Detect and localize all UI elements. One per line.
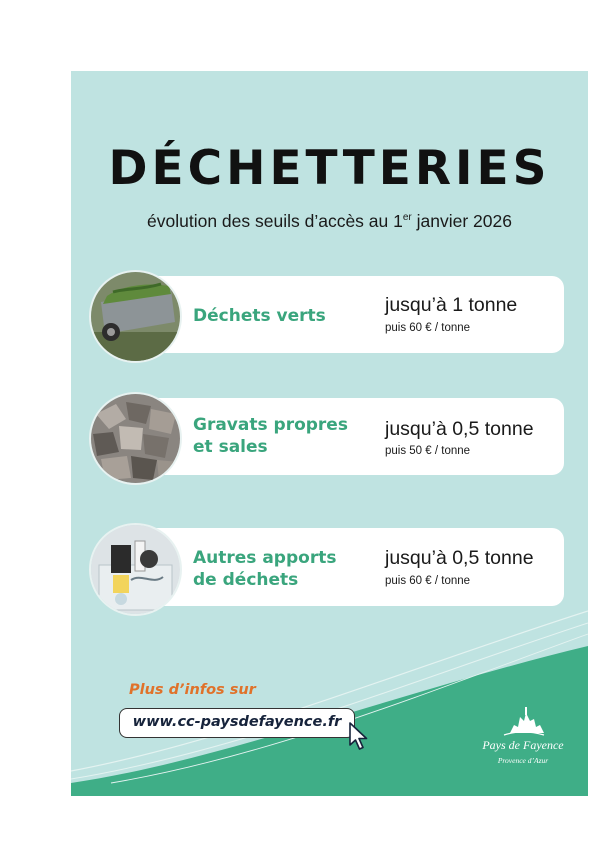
card-threshold: jusqu’à 0,5 tonne — [385, 418, 534, 440]
subtitle: évolution des seuils d’accès au 1er janvier 2026 — [147, 211, 512, 231]
card-price: puis 50 € / tonne — [385, 445, 471, 457]
card-label: Gravats propres et sales — [193, 415, 348, 457]
logo-tagline: Provence d’Azur — [497, 756, 549, 765]
more-info-label: Plus d’infos sur — [129, 682, 256, 698]
mixed-waste-photo — [89, 523, 182, 616]
mouse-pointer-icon — [347, 721, 371, 751]
card-threshold: jusqu’à 0,5 tonne — [385, 547, 534, 569]
card-other-waste — [121, 528, 564, 606]
card-price: puis 60 € / tonne — [385, 575, 471, 587]
card-rubble — [121, 398, 564, 475]
card-label: Déchets verts — [193, 306, 326, 326]
card-label: Autres apports de déchets — [193, 548, 337, 590]
website-link[interactable]: www.cc-paysdefayence.fr — [119, 708, 355, 738]
pays-de-fayence-logo — [474, 703, 572, 775]
village-emblem-icon — [474, 703, 572, 739]
page-title: DÉCHETTERIES — [108, 141, 551, 196]
trailer-green-waste-photo — [89, 270, 182, 363]
card-green-waste — [121, 276, 564, 353]
poster — [71, 71, 588, 796]
rubble-photo — [89, 392, 182, 485]
card-price: puis 60 € / tonne — [385, 322, 471, 334]
logo-name: Pays de Fayence — [482, 738, 564, 752]
card-threshold: jusqu’à 1 tonne — [385, 294, 518, 316]
